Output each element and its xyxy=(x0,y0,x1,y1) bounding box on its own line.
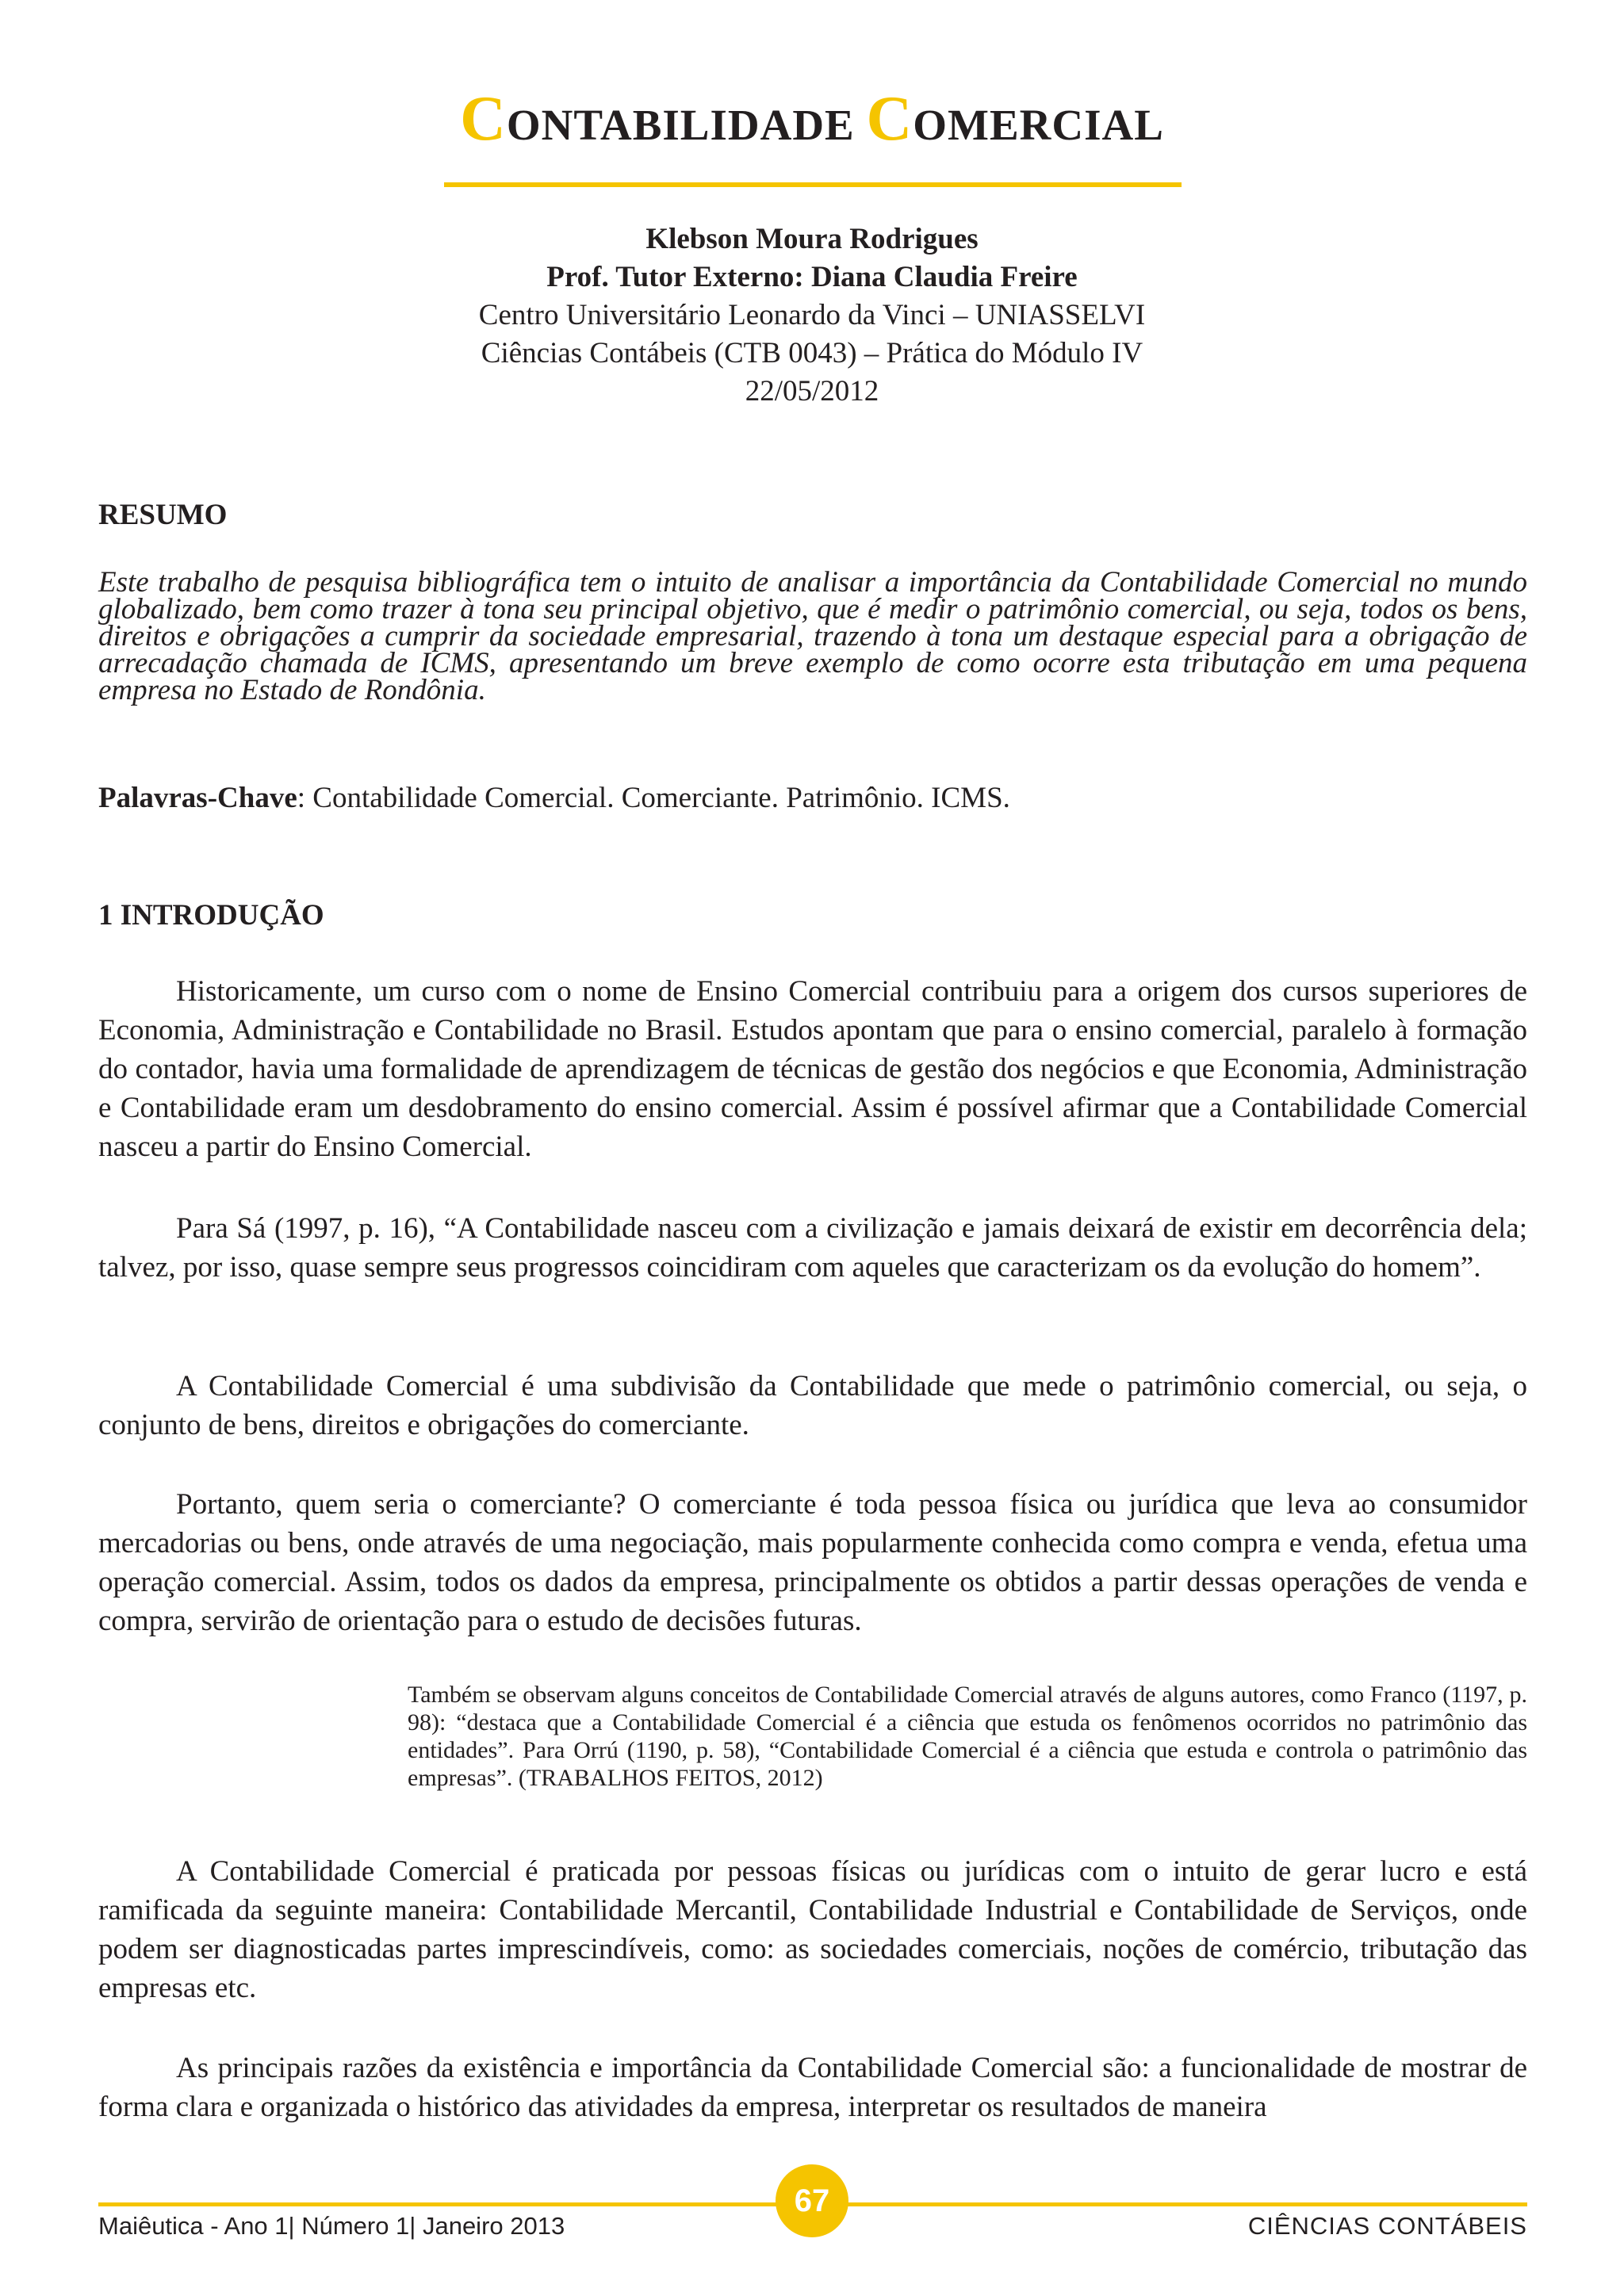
intro-paragraph-6: As principais razões da existência e importância da Contabilidade Comercial são: a funcionalidade de mostrar de forma clara e organizada o histórico das atividades da empresa, interpretar os resultados de maneira xyxy=(98,2052,1527,2123)
title-underline xyxy=(444,182,1182,187)
page-number-badge: 67 xyxy=(776,2164,848,2237)
author-name: Klebson Moura Rodrigues xyxy=(645,223,979,255)
introduction-heading: 1 INTRODUÇÃO xyxy=(98,899,324,932)
footer-journal: Maiêutica - Ano 1| Número 1| Janeiro 2013 xyxy=(98,2212,565,2240)
abstract-heading: RESUMO xyxy=(98,499,228,531)
tutor-name: Prof. Tutor Externo: Diana Claudia Freire xyxy=(546,261,1078,293)
intro-paragraph-4: Portanto, quem seria o comerciante? O comerciante é toda pessoa física ou jurídica que leva ao consumidor mercadorias ou bens, onde através de uma negociação, mais popularmente conhecida como compra e venda, efetua uma operação comercial. Assim, todos os dados da empresa, principalmente os obtidos a partir dessas operações de venda e compra, servirão de orientação para o estudo de decisões futuras. xyxy=(98,1488,1527,1637)
paper-title xyxy=(0,84,1624,154)
title-initial-1: C xyxy=(460,84,507,154)
course: Ciências Contábeis (CTB 0043) – Prática do Módulo IV xyxy=(481,337,1143,369)
author-block xyxy=(0,220,1624,411)
block-quote: Também se observam alguns conceitos de Contabilidade Comercial através de alguns autores, como Franco (1197, p. 98): “destaca que a Contabilidade Comercial é a ciência que estuda os fenômenos ocorridos no patrimônio das entidades”. Para Orrú (1190, p. 58), “Contabilidade Comercial é a ciência que estuda e controla o patrimônio das empresas”. (TRABALHOS FEITOS, 2012) xyxy=(408,1682,1527,1791)
title-rest-2: OMERCIAL xyxy=(913,101,1164,149)
institution: Centro Universitário Leonardo da Vinci – UNIASSELVI xyxy=(478,299,1146,331)
abstract-text: Este trabalho de pesquisa bibliográfica tem o intuito de analisar a importância da Contabilidade Comercial no mundo globalizado, bem como trazer à tona seu principal objetivo, que é medir o patrimônio comercial, ou seja, todos os bens, direitos e obrigações a cumprir da sociedade empresarial, trazendo à tona um destaque especial para a obrigação de arrecadação chamada de ICMS, apresentando um breve exemplo de como ocorre esta tributação em uma pequena empresa no Estado de Rondônia. xyxy=(98,566,1527,706)
intro-paragraph-3: A Contabilidade Comercial é uma subdivisão da Contabilidade que mede o patrimônio comercial, ou seja, o conjunto de bens, direitos e obrigações do comerciante. xyxy=(98,1370,1527,1441)
intro-paragraph-5: A Contabilidade Comercial é praticada por pessoas físicas ou jurídicas com o intuito de gerar lucro e está ramificada da seguinte maneira: Contabilidade Mercantil, Contabilidade Industrial e Contabilidade de Serviços, onde podem ser diagnosticadas partes imprescindíveis, como: as sociedades comerciais, noções de comércio, tributação das empresas etc. xyxy=(98,1855,1527,2004)
keywords-label: Palavras-Chave xyxy=(98,782,297,814)
footer-section: CIÊNCIAS CONTÁBEIS xyxy=(1247,2212,1527,2240)
date: 22/05/2012 xyxy=(745,375,879,408)
title-initial-2: C xyxy=(866,84,914,154)
intro-paragraph-1: Historicamente, um curso com o nome de Ensino Comercial contribuiu para a origem dos cursos superiores de Economia, Administração e Contabilidade no Brasil. Estudos apontam que para o ensino comercial, paralelo à formação do contador, havia uma formalidade de aprendizagem de técnicas de gestão dos negócios e que Economia, Administração e Contabilidade eram um desdobramento do ensino comercial. Assim é possível afirmar que a Contabilidade Comercial nasceu a partir do Ensino Comercial. xyxy=(98,975,1527,1163)
keywords-text: : Contabilidade Comercial. Comerciante. Patrimônio. ICMS. xyxy=(297,782,1010,814)
keywords xyxy=(98,781,1527,815)
title-rest-1: ONTABILIDADE xyxy=(506,101,855,149)
intro-paragraph-2: Para Sá (1997, p. 16), “A Contabilidade nasceu com a civilização e jamais deixará de existir em decorrência dela; talvez, por isso, quase sempre seus progressos coincidiram com aqueles que caracterizam os da evolução do homem”. xyxy=(98,1212,1527,1284)
